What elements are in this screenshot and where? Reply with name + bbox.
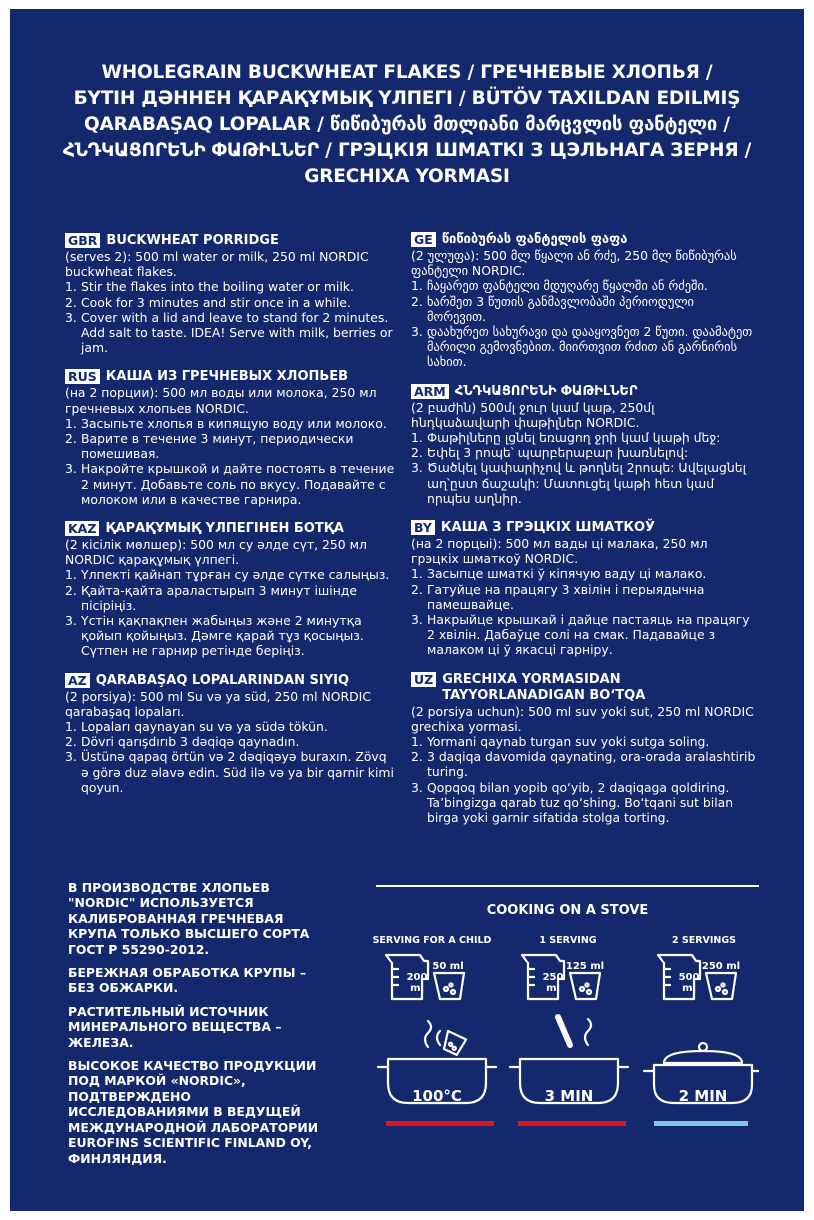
step-number: 3. bbox=[411, 779, 423, 795]
recipe-step bbox=[65, 461, 395, 507]
recipe-ingredients: (2 բաժին) 500մլ ջուր կամ կաթ, 250մլ հնդկաձավարի փաթիլներ NORDIC. bbox=[411, 399, 655, 430]
step-text: Dövri qarışdırıb 3 dəqiqə qaynadın. bbox=[81, 734, 300, 750]
step-number: 2. bbox=[65, 582, 77, 598]
recipe-step bbox=[65, 295, 395, 310]
language-code-badge: GBR bbox=[65, 233, 100, 248]
recipe-title: GRECHIXA YORMASIDAN TAYYORLANADIGAN BO‘TQA bbox=[442, 671, 646, 703]
recipe-step bbox=[411, 460, 756, 506]
recipe-step bbox=[65, 734, 395, 749]
step-number: 2. bbox=[65, 431, 77, 447]
serving-label: 2 SERVINGS bbox=[671, 935, 737, 946]
measuring-cup-icon bbox=[706, 973, 736, 999]
recipe-step bbox=[411, 294, 756, 324]
recipe-step bbox=[411, 324, 756, 370]
serving-label: 1 SERVING bbox=[539, 935, 597, 946]
recipe-title: QARABAŞAQ LOPALARINDAN SIYIQ bbox=[95, 672, 350, 688]
recipe-ingredients: (на 2 порции): 500 мл воды или молока, 250 мл гречневых хлопьев NORDIC. bbox=[65, 385, 377, 416]
recipe-heading bbox=[411, 232, 756, 248]
recipe-ingredients: (2 кісілік мөлшер): 500 мл су әлде сүт, 250 мл NORDIC қарақұмық үлпегі. bbox=[65, 537, 367, 568]
recipe-title: ҚАРАҚҰМЫҚ ҮЛПЕГІНЕН БОТҚА bbox=[105, 521, 344, 537]
step-number: 2. bbox=[411, 293, 423, 309]
step-text: Накройте крышкой и дайте постоять в течение 2 минут. Добавьте соль по вкусу. Подавайте с молоком или в качестве гарнира. bbox=[81, 461, 395, 507]
recipe-step bbox=[65, 431, 395, 461]
step-text: ჩაყარეთ ფანტელი მდუღარე წყალში ან რძეში. bbox=[427, 278, 708, 294]
recipe-heading bbox=[65, 521, 395, 537]
jug-volume: 250 bbox=[542, 972, 564, 983]
step-number: 1. bbox=[65, 719, 77, 735]
step-text: დაახურეთ სახურავი და დააყოვნეთ 2 წუთი. დაამატეთ მარილი გემოვნებით. მიირთვით რძით ან გარნირის სახით. bbox=[427, 324, 753, 370]
language-code-badge: KAZ bbox=[65, 521, 99, 536]
cooking-icons bbox=[376, 885, 759, 1145]
recipe-ingredients: (serves 2): 500 ml water or milk, 250 ml NORDIC buckwheat flakes. bbox=[65, 249, 369, 280]
language-code-badge: RUS bbox=[65, 369, 100, 384]
step-text: Cook for 3 minutes and stir once in a while. bbox=[81, 294, 351, 310]
recipe-uz bbox=[411, 672, 756, 826]
step-number: 2. bbox=[411, 749, 423, 765]
step-text: ხარშეთ 3 წუთის განმავლობაში პერიოდული მორევით. bbox=[427, 293, 694, 324]
recipe-step bbox=[411, 749, 756, 779]
jug-unit: ml bbox=[546, 983, 560, 994]
step-number: 1. bbox=[65, 567, 77, 583]
measuring-cup-icon bbox=[570, 973, 600, 999]
recipe-by bbox=[411, 520, 756, 658]
step-text: Үстін қақпақпен жабыңыз және 2 минутқа қойып қойыңыз. Дәмге қарай тұз қосыңыз. Сүтпен не гарнир ретінде беріңіз. bbox=[81, 613, 364, 659]
step-text: Փաթիլները լցնել եռացող ջրի կամ կաթի մեջ: bbox=[427, 430, 721, 446]
recipe-steps bbox=[65, 416, 395, 507]
step-number: 1. bbox=[411, 278, 423, 294]
recipe-step bbox=[411, 430, 756, 445]
info-paragraph: ВЫСОКОЕ КАЧЕСТВО ПРОДУКЦИИ ПОД МАРКОЙ «NORDIC», ПОДТВЕРЖДЕНО ИССЛЕДОВАНИЯМИ В ВЕДУЩЕЙ МЕЖДУНАРОДНОЙ ЛАБОРАТОРИИ EUROFINS SCIENTIFIC FINLAND OY, ФИНЛЯНДИЯ. bbox=[68, 1058, 319, 1166]
recipe-step bbox=[65, 567, 395, 582]
jug-unit: ml bbox=[682, 983, 696, 994]
step-number: 3. bbox=[65, 461, 77, 477]
recipe-title: BUCKWHEAT PORRIDGE bbox=[106, 233, 279, 248]
recipe-heading bbox=[411, 520, 756, 536]
title-line: GRECHIXA YORMASI bbox=[304, 166, 510, 187]
title-line: ՀՆԴԿԱՑՈՐԵՆԻ ՓԱԹԻԼՆԵՐ / ГРЭЦКІЯ ШМАТКІ З ЦЭЛЬНАГА ЗЕРНЯ / bbox=[62, 140, 752, 161]
step-text: 3 daqiqa davomida qaynating, ora-orada aralashtirib turing. bbox=[427, 749, 756, 780]
language-code-badge: BY bbox=[411, 520, 435, 535]
step-text: Üstünə qapaq örtün və 2 dəqiqəyə buraxın. Zövq ə görə duz əlavə edin. Süd ilə və ya bir qarnir kimi qoyun. bbox=[81, 749, 394, 795]
recipe-gbr bbox=[65, 233, 395, 355]
step-number: 1. bbox=[65, 415, 77, 431]
step-number: 2. bbox=[65, 294, 77, 310]
recipe-heading bbox=[65, 233, 395, 249]
jug-volume: 500 bbox=[678, 972, 700, 983]
jug-unit: ml bbox=[410, 983, 424, 994]
recipe-ingredients: (2 porsiya): 500 ml Su və ya süd, 250 ml NORDIC qarabaşaq lopaları. bbox=[65, 688, 371, 719]
step-text: Засыпьте хлопья в кипящую воду или молоко. bbox=[81, 415, 387, 431]
recipe-kaz bbox=[65, 521, 395, 659]
step-label: 3 MIN bbox=[544, 1087, 594, 1105]
recipe-steps bbox=[411, 278, 756, 369]
recipe-heading bbox=[65, 369, 395, 385]
recipe-steps bbox=[411, 566, 756, 657]
step-label: 2 MIN bbox=[678, 1087, 728, 1105]
step-text: Үлпекті қайнап тұрған су әлде сүтке салыңыз. bbox=[81, 567, 390, 583]
step-label: 100°C bbox=[412, 1087, 462, 1105]
step-text: Cover with a lid and leave to stand for 2 minutes. Add salt to taste. IDEA! Serve with milk, berries or jam. bbox=[81, 309, 393, 356]
step-number: 2. bbox=[411, 445, 423, 461]
heat-bar-high bbox=[518, 1121, 626, 1126]
recipe-steps bbox=[65, 719, 395, 795]
recipe-title: КАША З ГРЭЦКІХ ШМАТКОЎ bbox=[440, 520, 656, 536]
step-text: Lopaları qaynayan su və ya südə tökün. bbox=[81, 719, 328, 735]
recipe-step bbox=[65, 416, 395, 431]
recipe-step bbox=[65, 583, 395, 613]
recipe-step bbox=[65, 310, 395, 356]
title-line: БҮТІН ДӘННЕН ҚАРАҚҰМЫҚ ҮЛПЕГІ / BÜTÖV TAXILDAN EDILMIŞ bbox=[73, 88, 741, 109]
recipes-right-column bbox=[411, 232, 756, 839]
info-paragraph: В ПРОИЗВОДСТВЕ ХЛОПЬЕВ "NORDIC" ИСПОЛЬЗУЕТСЯ КАЛИБРОВАННАЯ ГРЕЧНЕВАЯ КРУПА ТОЛЬКО ВЫСШЕГО СОРТА ГОСТ Р 55290-2012. bbox=[68, 880, 310, 957]
title-line: WHOLEGRAIN BUCKWHEAT FLAKES / ГРЕЧНЕВЫЕ ХЛОПЬЯ / bbox=[101, 62, 713, 83]
recipe-title: КАША ИЗ ГРЕЧНЕВЫХ ХЛОПЬЕВ bbox=[105, 369, 349, 385]
recipe-step bbox=[65, 613, 395, 659]
recipe-ingredients: (2 porsiya uchun): 500 ml suv yoki sut, 250 ml NORDIC grechixa yormasi. bbox=[411, 703, 754, 734]
recipe-step bbox=[411, 780, 756, 826]
recipe-step bbox=[411, 734, 756, 749]
recipe-steps bbox=[411, 430, 756, 506]
cup-volume: 125 ml bbox=[565, 961, 605, 972]
recipe-step bbox=[65, 719, 395, 734]
recipe-arm bbox=[411, 384, 756, 506]
step-number: 3. bbox=[65, 749, 77, 765]
language-code-badge: ARM bbox=[411, 384, 449, 399]
recipe-rus bbox=[65, 369, 395, 507]
recipe-title: ՀՆԴԿԱՑՈՐԵՆԻ ՓԱԹԻԼՆԵՐ bbox=[454, 383, 638, 399]
step-number: 3. bbox=[65, 613, 77, 629]
step-number: 2. bbox=[411, 581, 423, 597]
recipe-steps bbox=[65, 279, 395, 355]
recipe-heading bbox=[411, 384, 756, 400]
recipe-ge bbox=[411, 232, 756, 370]
step-number: 3. bbox=[65, 309, 77, 325]
step-text: Ծածկել կափարիչով և թողնել 2րոպե: Ավելացնել աղ՝ըստ ճաշակի: Մատուցել կաթի հետ կամ որպես աղնիր. bbox=[427, 460, 746, 506]
info-paragraph: БЕРЕЖНАЯ ОБРАБОТКА КРУПЫ – БЕЗ ОБЖАРКИ. bbox=[68, 965, 307, 996]
cup-volume: 50 ml bbox=[432, 961, 464, 972]
language-code-badge: AZ bbox=[65, 673, 90, 688]
recipe-steps bbox=[411, 734, 756, 825]
recipe-step bbox=[411, 566, 756, 581]
recipe-step bbox=[411, 278, 756, 293]
cup-volume: 250 ml bbox=[701, 961, 741, 972]
step-number: 1. bbox=[411, 566, 423, 582]
step-number: 2. bbox=[65, 734, 77, 750]
recipe-step bbox=[411, 445, 756, 460]
recipe-step bbox=[411, 612, 756, 658]
step-text: Qopqoq bilan yopib qo‘yib, 2 daqiqaga qoldiring. Ta’bingizga qarab tuz qo‘shing. Bo‘tqani sut bilan birga yoki garnir sifatida stolga torting. bbox=[427, 779, 734, 826]
heat-bar-off bbox=[654, 1121, 748, 1126]
step-number: 1. bbox=[65, 279, 77, 295]
recipe-heading bbox=[65, 673, 395, 689]
recipe-title: წიწიბურას ფანტელის ფაფა bbox=[441, 232, 628, 247]
heat-bar-high bbox=[386, 1121, 494, 1126]
recipe-steps bbox=[65, 567, 395, 658]
jug-volume: 200 bbox=[406, 972, 428, 983]
title-line: QARABAŞAQ LOPALAR / წიწიბურას მთლიანი მარცვლის ფანტელი / bbox=[84, 114, 730, 135]
recipe-ingredients: (на 2 порцыі): 500 мл вады ці малака, 250 мл грэцкіх шматкоў NORDIC. bbox=[411, 536, 708, 567]
cooking-title: COOKING ON A STOVE bbox=[486, 903, 649, 918]
quality-info bbox=[68, 880, 330, 1174]
step-text: Засыпце шматкі ў кіпячую ваду ці малако. bbox=[427, 566, 707, 582]
step-number: 1. bbox=[411, 430, 423, 446]
recipe-step bbox=[65, 279, 395, 294]
step-number: 3. bbox=[411, 324, 423, 340]
recipe-az bbox=[65, 673, 395, 795]
language-code-badge: GE bbox=[411, 232, 436, 247]
step-text: Накрыйце крышкай і дайце пастаяць на працягу 2 хвілін. Дабаўце солі на смак. Падавайце з малаком ці ў якасці гарніру. bbox=[427, 612, 750, 658]
step-text: Қайта-қайта араластырып 3 минут ішінде пісіріңіз. bbox=[81, 582, 357, 613]
step-number: 3. bbox=[411, 460, 423, 476]
product-title bbox=[30, 60, 784, 190]
language-code-badge: UZ bbox=[411, 672, 436, 687]
recipe-step bbox=[411, 582, 756, 612]
step-text: Stir the flakes into the boiling water or milk. bbox=[81, 279, 354, 295]
info-paragraph: РАСТИТЕЛЬНЫЙ ИСТОЧНИК МИНЕРАЛЬНОГО ВЕЩЕСТВА – ЖЕЛЕЗА. bbox=[68, 1003, 282, 1050]
measuring-cup-icon bbox=[434, 973, 464, 999]
step-text: Варите в течение 3 минут, периодически помешивая. bbox=[81, 431, 354, 462]
recipe-heading bbox=[411, 672, 756, 704]
step-text: Гатуйце на працягу 3 хвілін і перыядычна памешвайце. bbox=[427, 581, 705, 612]
recipes-left-column bbox=[65, 233, 395, 809]
step-number: 1. bbox=[411, 734, 423, 750]
cooking-instructions-panel bbox=[372, 885, 759, 1145]
recipe-ingredients: (2 ულუფა): 500 მლ წყალი ან რძე, 250 მლ წიწიბურას ფანტელი NORDIC. bbox=[411, 248, 737, 279]
serving-label: SERVING FOR A CHILD bbox=[372, 935, 492, 946]
step-number: 3. bbox=[411, 612, 423, 628]
step-text: Եփել 3 րոպե՝ պարբերաբար խառնելով: bbox=[427, 445, 689, 461]
step-text: Yormani qaynab turgan suv yoki sutga soling. bbox=[427, 734, 710, 750]
recipe-step bbox=[65, 749, 395, 795]
